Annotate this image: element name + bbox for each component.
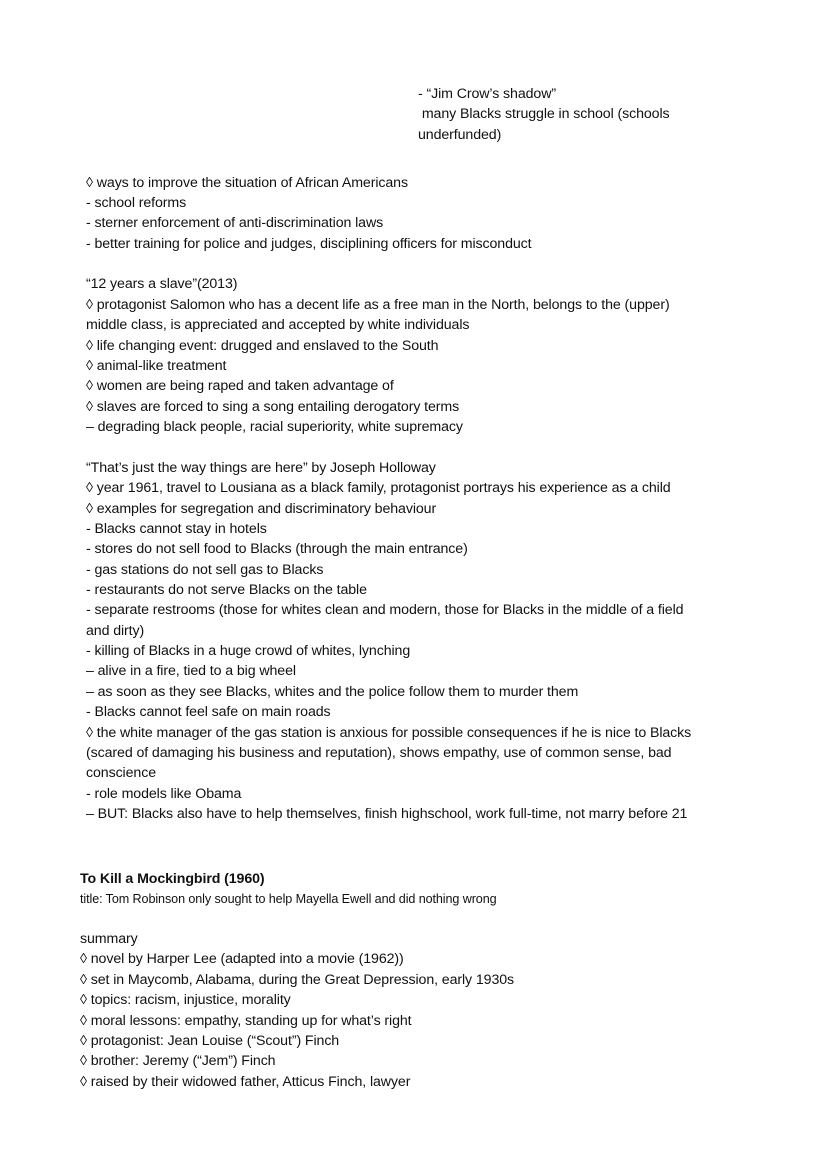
holloway-item: – alive in a fire, tied to a big wheel xyxy=(86,663,296,679)
mockingbird-title-line: title: Tom Robinson only sought to help Mayella Ewell and did nothing wrong xyxy=(80,892,497,906)
holloway-item: - stores do not sell food to Blacks (through the main entrance) xyxy=(86,541,468,557)
holloway-item: conscience xyxy=(86,765,156,781)
improve-item: - school reforms xyxy=(86,195,187,211)
holloway-item: ◊ the white manager of the gas station is anxious for possible consequences if he is nice to Blacks xyxy=(86,725,692,741)
holloway-item: ◊ examples for segregation and discriminatory behaviour xyxy=(86,501,437,517)
twelve-years-item: ◊ animal-like treatment xyxy=(86,358,227,374)
jim-crow-line: - “Jim Crow’s shadow” xyxy=(418,86,556,102)
summary-item: ◊ brother: Jeremy (“Jem”) Finch xyxy=(80,1053,276,1069)
holloway-item: - gas stations do not sell gas to Blacks xyxy=(86,562,324,578)
twelve-years-item: ◊ slaves are forced to sing a song entailing derogatory terms xyxy=(86,399,460,415)
summary-label: summary xyxy=(80,931,138,947)
improve-item: - sterner enforcement of anti-discrimination laws xyxy=(86,215,384,231)
improve-item: - better training for police and judges, disciplining officers for misconduct xyxy=(86,236,532,252)
holloway-item: - separate restrooms (those for whites clean and modern, those for Blacks in the middle of a field xyxy=(86,602,684,618)
summary-item: ◊ raised by their widowed father, Atticus Finch, lawyer xyxy=(80,1074,411,1090)
mockingbird-heading: To Kill a Mockingbird (1960) xyxy=(80,871,265,887)
holloway-heading: “That’s just the way things are here” by Joseph Holloway xyxy=(86,460,436,476)
underfunded-line: underfunded) xyxy=(418,127,502,143)
holloway-item: (scared of damaging his business and reputation), shows empathy, use of common sense, bad xyxy=(86,745,672,761)
improve-heading: ◊ ways to improve the situation of African Americans xyxy=(86,175,408,191)
twelve-years-item: ◊ women are being raped and taken advantage of xyxy=(86,378,394,394)
holloway-item: - restaurants do not serve Blacks on the table xyxy=(86,582,367,598)
summary-item: ◊ set in Maycomb, Alabama, during the Great Depression, early 1930s xyxy=(80,972,515,988)
twelve-years-item: ◊ protagonist Salomon who has a decent life as a free man in the North, belongs to the (upper) xyxy=(86,297,670,313)
summary-item: ◊ protagonist: Jean Louise (“Scout”) Finch xyxy=(80,1033,340,1049)
schools-struggle-line: many Blacks struggle in school (schools xyxy=(418,106,670,122)
holloway-item: - Blacks cannot stay in hotels xyxy=(86,521,267,537)
summary-item: ◊ topics: racism, injustice, morality xyxy=(80,992,291,1008)
twelve-years-heading: “12 years a slave”(2013) xyxy=(86,276,238,292)
holloway-item: - Blacks cannot feel safe on main roads xyxy=(86,704,331,720)
twelve-years-item: ◊ life changing event: drugged and enslaved to the South xyxy=(86,338,439,354)
holloway-item: – BUT: Blacks also have to help themselves, finish highschool, work full-time, not marry before 21 xyxy=(86,806,688,822)
holloway-item: - role models like Obama xyxy=(86,786,242,802)
summary-item: ◊ novel by Harper Lee (adapted into a movie (1962)) xyxy=(80,951,404,967)
holloway-item: – as soon as they see Blacks, whites and the police follow them to murder them xyxy=(86,684,579,700)
holloway-item: ◊ year 1961, travel to Lousiana as a black family, protagonist portrays his experience as a child xyxy=(86,480,671,496)
twelve-years-item: middle class, is appreciated and accepted by white individuals xyxy=(86,317,470,333)
summary-item: ◊ moral lessons: empathy, standing up for what’s right xyxy=(80,1013,412,1029)
holloway-item: - killing of Blacks in a huge crowd of whites, lynching xyxy=(86,643,411,659)
holloway-item: and dirty) xyxy=(86,623,145,639)
twelve-years-item: – degrading black people, racial superiority, white supremacy xyxy=(86,419,463,435)
